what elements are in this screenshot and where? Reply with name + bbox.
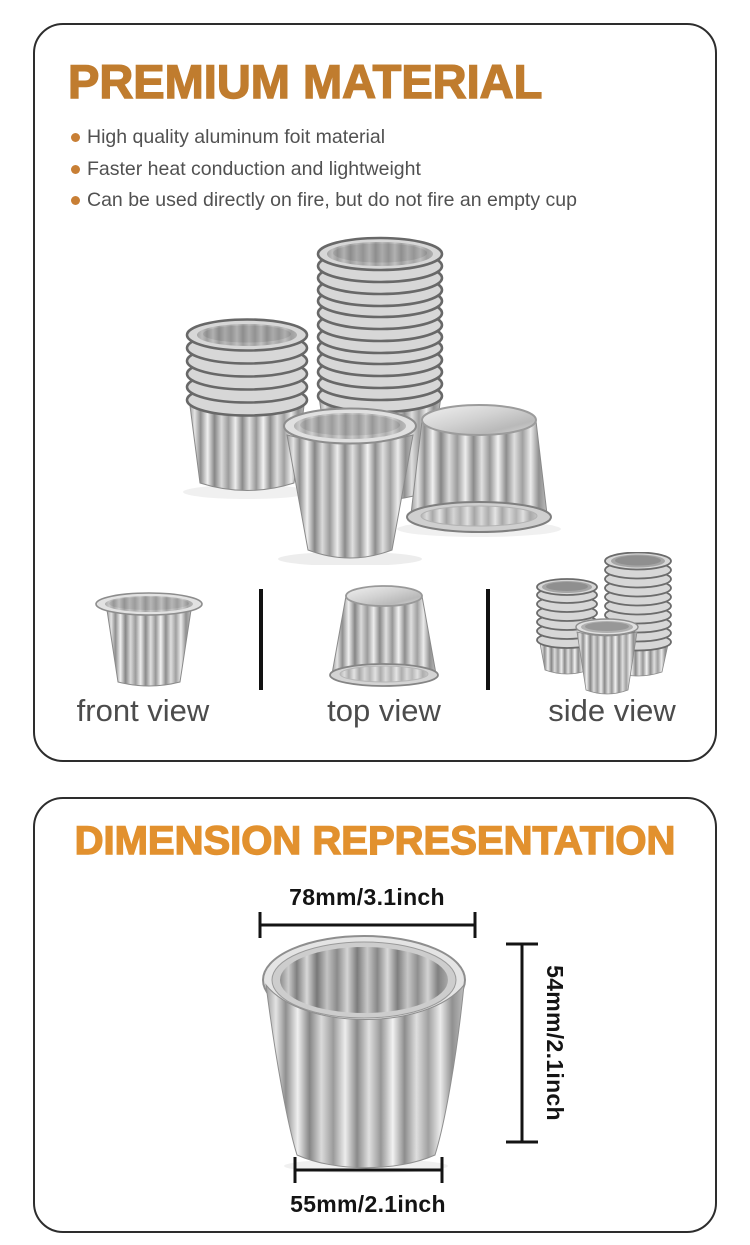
dimension-title: DIMENSION REPRESENTATION: [74, 819, 676, 863]
side-view-image: [530, 552, 680, 700]
feature-item: [71, 190, 671, 211]
bottom-width-label: 55mm/2.1inch: [290, 1191, 446, 1217]
dimension-right-height: [506, 944, 568, 1142]
feature-text: Can be used directly on fire, but do not fire an empty cup: [87, 189, 577, 211]
view-divider: [259, 589, 263, 690]
dimension-card: [33, 797, 717, 1233]
top-width-label: 78mm/3.1inch: [289, 885, 445, 910]
front-view-label: front view: [76, 693, 210, 728]
side-view-label: side view: [548, 693, 676, 728]
height-label: 54mm/2.1inch: [542, 965, 568, 1121]
bullet-dot-icon: [71, 165, 80, 174]
feature-item: [71, 127, 671, 148]
foil-cups-product-photo: [152, 230, 582, 565]
top-view-label: top view: [327, 693, 441, 728]
premium-material-title: PREMIUM MATERIAL: [68, 55, 543, 108]
feature-list: [71, 127, 671, 222]
upside-down-cup: [407, 405, 551, 532]
bullet-dot-icon: [71, 196, 80, 205]
dimension-top-width: [260, 885, 475, 938]
feature-text: High quality aluminum foit material: [87, 126, 386, 148]
bullet-dot-icon: [71, 133, 80, 142]
premium-material-card: [33, 23, 717, 762]
dimension-cup-image: [263, 936, 465, 1168]
single-cup-front: [284, 409, 416, 559]
top-view-image: [324, 582, 444, 692]
feature-text: Faster heat conduction and lightweight: [87, 157, 421, 180]
front-view-image: [94, 590, 204, 692]
side-cup-front: [576, 619, 638, 694]
feature-item: [71, 159, 671, 180]
view-divider: [486, 589, 490, 690]
dimension-diagram: [35, 885, 719, 1235]
stacked-cups-left: [187, 320, 307, 491]
